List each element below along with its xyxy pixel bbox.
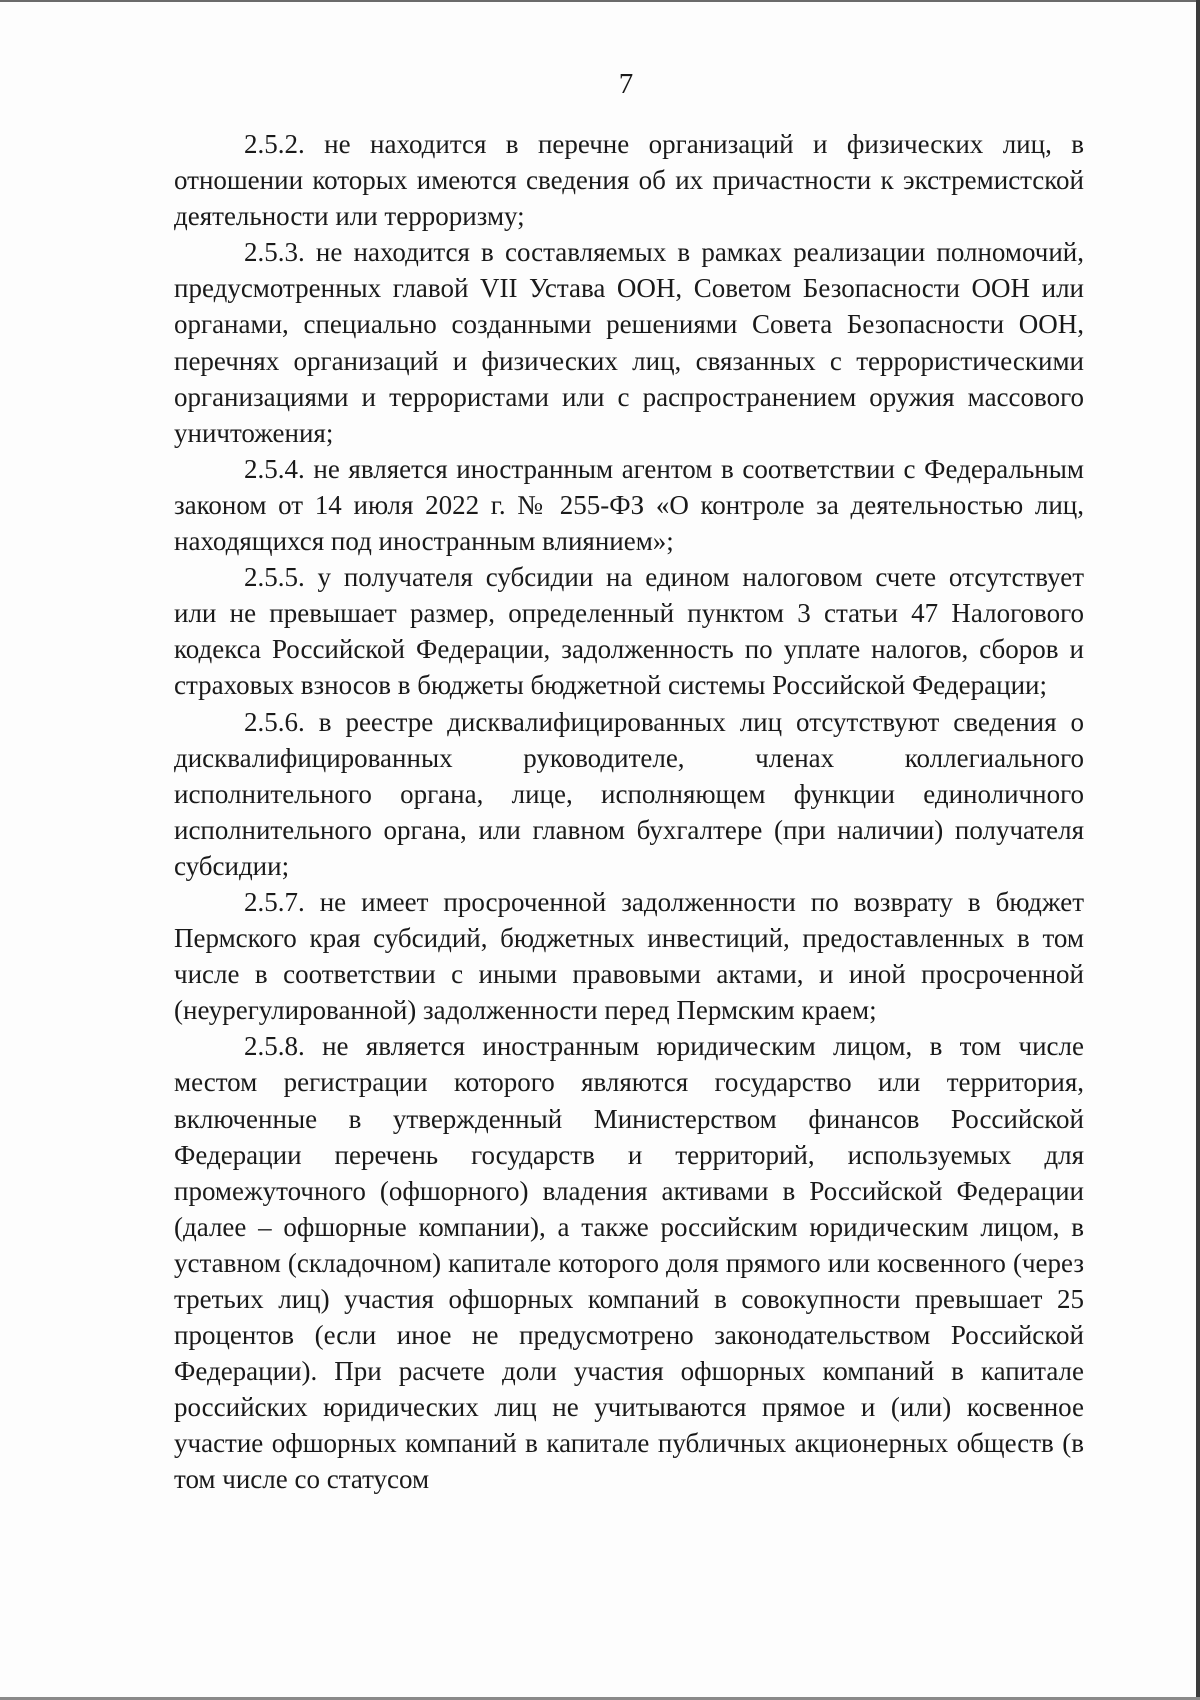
scan-edge-right xyxy=(1196,0,1200,1700)
page-number: 7 xyxy=(618,68,634,100)
scan-edge-top xyxy=(0,0,1200,2)
paragraph-2-5-6: 2.5.6. в реестре дисквалифицированных лиц отсутствуют сведения о дисквалифицированных руководителе, членах коллегиального исполнительного органа, лице, исполняющем функции единоличного исполнительного органа, или главном бухгалтере (при наличии) получателя субсидии; xyxy=(174,706,1084,881)
paragraph-2-5-3: 2.5.3. не находится в составляемых в рамках реализации полномочий, предусмотренных главой VII Устава ООН, Советом Безопасности ООН или органами, специально созданными решениями Совета Безопасности ООН, перечнях организаций и физических лиц, связанных с террористическими организациями и террористами или с распространением оружия массового уничтожения; xyxy=(174,237,1084,448)
paragraph-2-5-8: 2.5.8. не является иностранным юридическим лицом, в том числе местом регистрации которого являются государство или территория, включенные в утвержденный Министерством финансов Российской Федерации перечень государств и территорий, используемых для промежуточного (офшорного) владения активами в Российской Федерации (далее – офшорные компании), а также российским юридическим лицом, в уставном (складочном) капитале которого доля прямого или косвенного (через третьих лиц) участия офшорных компаний в совокупности превышает 25 процентов (если иное не предусмотрено законодательством Российской Федерации). При расчете доли участия офшорных компаний в капитале российских юридических лиц не учитываются прямое и (или) косвенное участие офшорных компаний в капитале публичных акционерных обществ (в том числе со статусом xyxy=(174,1031,1084,1495)
paragraph-2-5-4: 2.5.4. не является иностранным агентом в соответствии с Федеральным законом от 14 июля 2022 г. № 255-ФЗ «О контроле за деятельностью лиц, находящихся под иностранным влиянием»; xyxy=(174,453,1084,557)
document-body xyxy=(174,126,1084,1498)
paragraph-2-5-2: 2.5.2. не находится в перечне организаций и физических лиц, в отношении которых имеются сведения об их причастности к экстремистской деятельности или терроризму; xyxy=(174,129,1084,232)
paragraph-2-5-7: 2.5.7. не имеет просроченной задолженности по возврату в бюджет Пермского края субсидий, бюджетных инвестиций, предоставленных в том числе в соответствии с иными правовыми актами, и иной просроченной (неурегулированной) задолженности перед Пермским краем; xyxy=(174,886,1084,1026)
paragraph-2-5-5: 2.5.5. у получателя субсидии на едином налоговом счете отсутствует или не превышает размер, определенный пунктом 3 статьи 47 Налогового кодекса Российской Федерации, задолженность по уплате налогов, сборов и страховых взносов в бюджеты бюджетной системы Российской Федерации; xyxy=(174,562,1084,701)
